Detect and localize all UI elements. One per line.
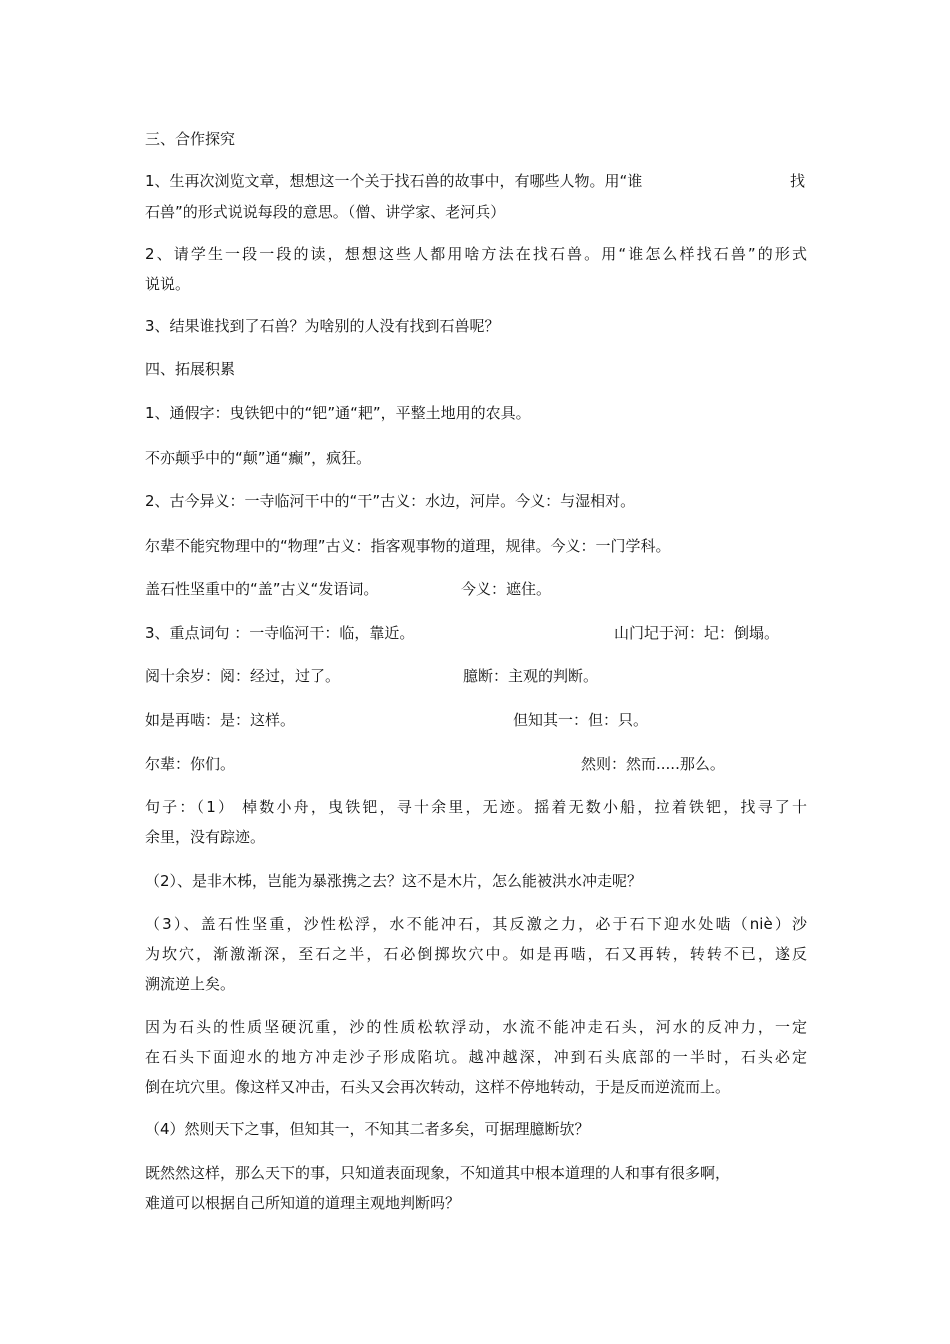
question-3: 3、结果谁找到了石兽？为啥别的人没有找到石兽呢？ xyxy=(145,317,500,335)
key-word-left: 如是再啮：是：这样。 xyxy=(145,711,296,729)
key-word-right: 但知其一：但：只。 xyxy=(513,711,649,729)
section-heading-cooperative-inquiry: 三、合作探究 xyxy=(145,130,236,148)
sentence-1-line-2: 余里，没有踪迹。 xyxy=(145,828,266,846)
translation-4-line-1: 既然然这样，那么天下的事，只知道表面现象，不知道其中根本道理的人和事有很多啊， xyxy=(145,1164,731,1182)
sentence-3-line-1: （3）、盖石性坚重，沙性松浮，水不能冲石，其反激之力，必于石下迎水处啮（niè）沙 xyxy=(145,915,807,933)
tongjia-item-1: 1、通假字：曳铁钯中的“钯”通“耙”，平整土地用的农具。 xyxy=(145,404,531,422)
gujin-item-1: 2、古今异义：一寺临河干中的“干”古义：水边，河岸。今义：与湿相对。 xyxy=(145,492,636,510)
translation-3-line-1: 因为石头的性质坚硬沉重，沙的性质松软浮动，水流不能冲走石头，河水的反冲力，一定 xyxy=(145,1018,807,1036)
key-word-left: 尔辈：你们。 xyxy=(145,755,236,773)
sentence-3-line-3: 溯流逆上矣。 xyxy=(145,975,236,993)
sentence-4: （4）然则天下之事，但知其一，不知其二者多矣，可据理臆断欤？ xyxy=(145,1120,590,1138)
sentence-3-line-2: 为坎穴，渐激渐深，至石之半，石必倒掷坎穴中。如是再啮，石又再转，转转不已，遂反 xyxy=(145,945,807,963)
question-1-line-2: 石兽”的形式说说每段的意思。（僧、讲学家、老河兵） xyxy=(145,203,506,221)
key-word-right: 然则：然而.....那么。 xyxy=(581,755,725,773)
translation-3-line-3: 倒在坑穴里。像这样又冲击，石头又会再次转动，这样不停地转动，于是反而逆流而上。 xyxy=(145,1078,731,1096)
question-2-line-1: 2、请学生一段一段的读，想想这些人都用啥方法在找石兽。用“谁怎么样找石兽”的形式 xyxy=(145,245,807,263)
sentence-1-line-1: 句子：（1） 棹数小舟，曳铁钯，寻十余里，无迹。摇着无数小船，拉着铁钯，找寻了十 xyxy=(145,798,807,816)
key-word-right: 臆断：主观的判断。 xyxy=(463,667,599,685)
sentence-2: （2）、是非木柹，岂能为暴涨携之去？这不是木片，怎么能被洪水冲走呢？ xyxy=(145,872,643,890)
section-heading-extension: 四、拓展积累 xyxy=(145,360,236,378)
tongjia-item-2: 不亦颠乎中的“颠”通“癫”，疯狂。 xyxy=(145,449,372,467)
question-1-line-1: 1、生再次浏览文章，想想这一个关于找石兽的故事中，有哪些人物。用“谁 xyxy=(145,172,643,190)
translation-3-line-2: 在石头下面迎水的地方冲走沙子形成陷坑。越冲越深，冲到石头底部的一半时，石头必定 xyxy=(145,1048,807,1066)
key-word-left: 3、重点词句 ：一寺临河干：临，靠近。 xyxy=(145,624,415,642)
gujin-item-3-left: 盖石性坚重中的“盖”古义“发语词。 xyxy=(145,580,379,598)
translation-4-line-2: 难道可以根据自己所知道的道理主观地判断吗？ xyxy=(145,1194,461,1212)
key-word-right: 山门圮于河：圮：倒塌。 xyxy=(614,624,780,642)
key-word-left: 阅十余岁：阅：经过，过了。 xyxy=(145,667,341,685)
question-2-line-2: 说说。 xyxy=(145,275,191,293)
gujin-item-2: 尔辈不能究物理中的“物理”古义：指客观事物的道理，规律。今义：一门学科。 xyxy=(145,537,671,555)
gujin-item-3-right: 今义：遮住。 xyxy=(461,580,552,598)
question-1-line-1-end: 找 xyxy=(790,172,806,190)
